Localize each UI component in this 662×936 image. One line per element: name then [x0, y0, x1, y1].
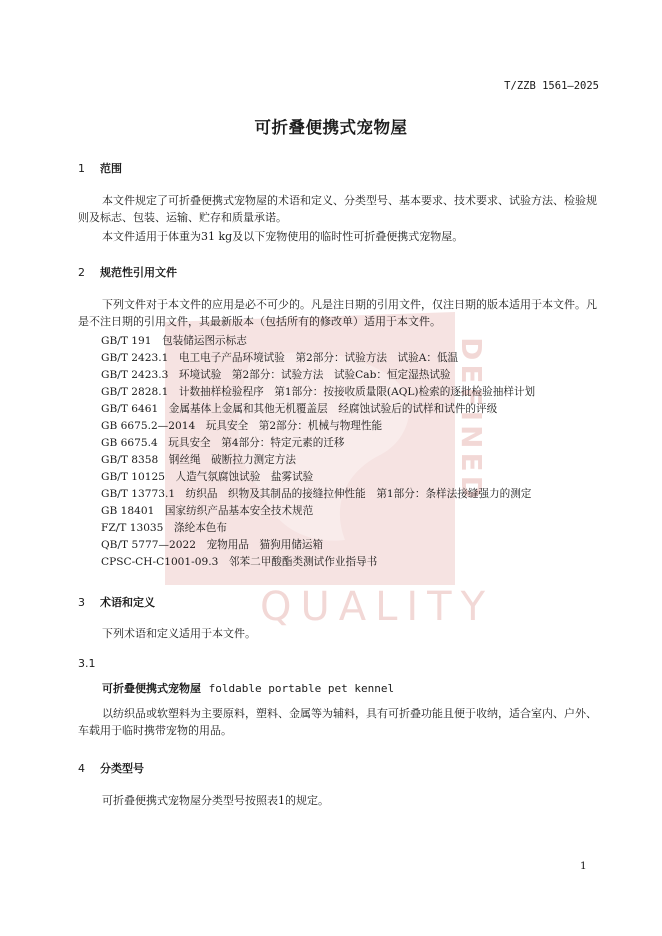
section-number: 1 — [78, 162, 85, 175]
section-number: 2 — [78, 266, 85, 279]
section-number: 4 — [78, 762, 85, 775]
scope-paragraph-1: 本文件规定了可折叠便携式宠物屋的术语和定义、分类型号、基本要求、技术要求、试验方法、检验规则及标志、包装、运输、贮存和质量承诺。 — [78, 194, 597, 224]
page-number: 1 — [580, 860, 587, 872]
references-intro: 下列文件对于本文件的应用是必不可少的。凡是注日期的引用文件，仅注日期的版本适用于本文件。凡是不注日期的引用文件，其最新版本（包括所有的修改单）适用于本文件。 — [78, 298, 597, 328]
reference-item: GB 18401 国家纺织产品基本安全技术规范 — [101, 505, 314, 517]
reference-item: FZ/T 13035 涤纶本色布 — [101, 522, 227, 534]
section-title: 规范性引用文件 — [100, 266, 177, 279]
reference-item: QB/T 5777—2022 宠物用品 猫狗用储运箱 — [101, 539, 324, 551]
document-title: 可折叠便携式宠物屋 — [254, 118, 408, 137]
reference-item: GB/T 2423.1 电工电子产品环境试验 第2部分：试验方法 试验A：低温 — [101, 352, 459, 364]
section-heading-terms — [78, 594, 155, 610]
term-chinese: 可折叠便携式宠物屋 — [102, 682, 201, 695]
term-english: foldable portable pet kennel — [208, 682, 395, 695]
section-title: 术语和定义 — [100, 596, 155, 609]
reference-item: GB/T 2828.1 计数抽样检验程序 第1部分：按接收质量限(AQL)检索的逐批检验抽样计划 — [101, 386, 536, 398]
watermark-side-text: DEFINED — [455, 337, 488, 503]
section-heading-scope — [78, 160, 122, 176]
watermark-text: QUALITY — [259, 584, 495, 630]
section-heading-classification — [78, 760, 144, 776]
classification-paragraph: 可折叠便携式宠物屋分类型号按照表1的规定。 — [102, 794, 329, 807]
scope-paragraph-2: 本文件适用于体重为31 kg及以下宠物使用的临时性可折叠便携式宠物屋。 — [102, 230, 464, 243]
reference-item: GB 6675.2—2014 玩具安全 第2部分：机械与物理性能 — [101, 420, 383, 432]
reference-item: CPSC-CH-C1001-09.3 邻苯二甲酸酯类测试作业指导书 — [101, 556, 378, 568]
reference-item: GB/T 10125 人造气氛腐蚀试验 盐雾试验 — [101, 471, 314, 483]
reference-item: GB/T 6461 金属基体上金属和其他无机覆盖层 经腐蚀试验后的试样和试件的评级 — [101, 403, 498, 415]
section-number: 3 — [78, 596, 85, 609]
term-number: 3.1 — [78, 657, 96, 670]
terms-intro: 下列术语和定义适用于本文件。 — [102, 627, 256, 640]
reference-item: GB/T 191 包装储运图示标志 — [101, 335, 247, 347]
reference-item: GB/T 2423.3 环境试验 第2部分：试验方法 试验Cab：恒定湿热试验 — [101, 369, 451, 381]
reference-item: GB/T 13773.1 纺织品 织物及其制品的接缝拉伸性能 第1部分：条样法接缝强力的测定 — [101, 488, 532, 500]
section-title: 范围 — [100, 162, 122, 175]
section-heading-normative-references — [78, 264, 177, 280]
reference-item: GB 6675.4 玩具安全 第4部分：特定元素的迁移 — [101, 437, 345, 449]
standard-code: T/ZZB 1561—2025 — [504, 80, 599, 92]
section-title: 分类型号 — [100, 762, 144, 775]
term-heading — [102, 680, 394, 696]
reference-item: GB/T 8358 钢丝绳 破断拉力测定方法 — [101, 454, 296, 466]
term-definition: 以纺织品或软塑料为主要原料，塑料、金属等为辅料，具有可折叠功能且便于收纳，适合室内、户外、车载用于临时携带宠物的用品。 — [78, 707, 597, 737]
